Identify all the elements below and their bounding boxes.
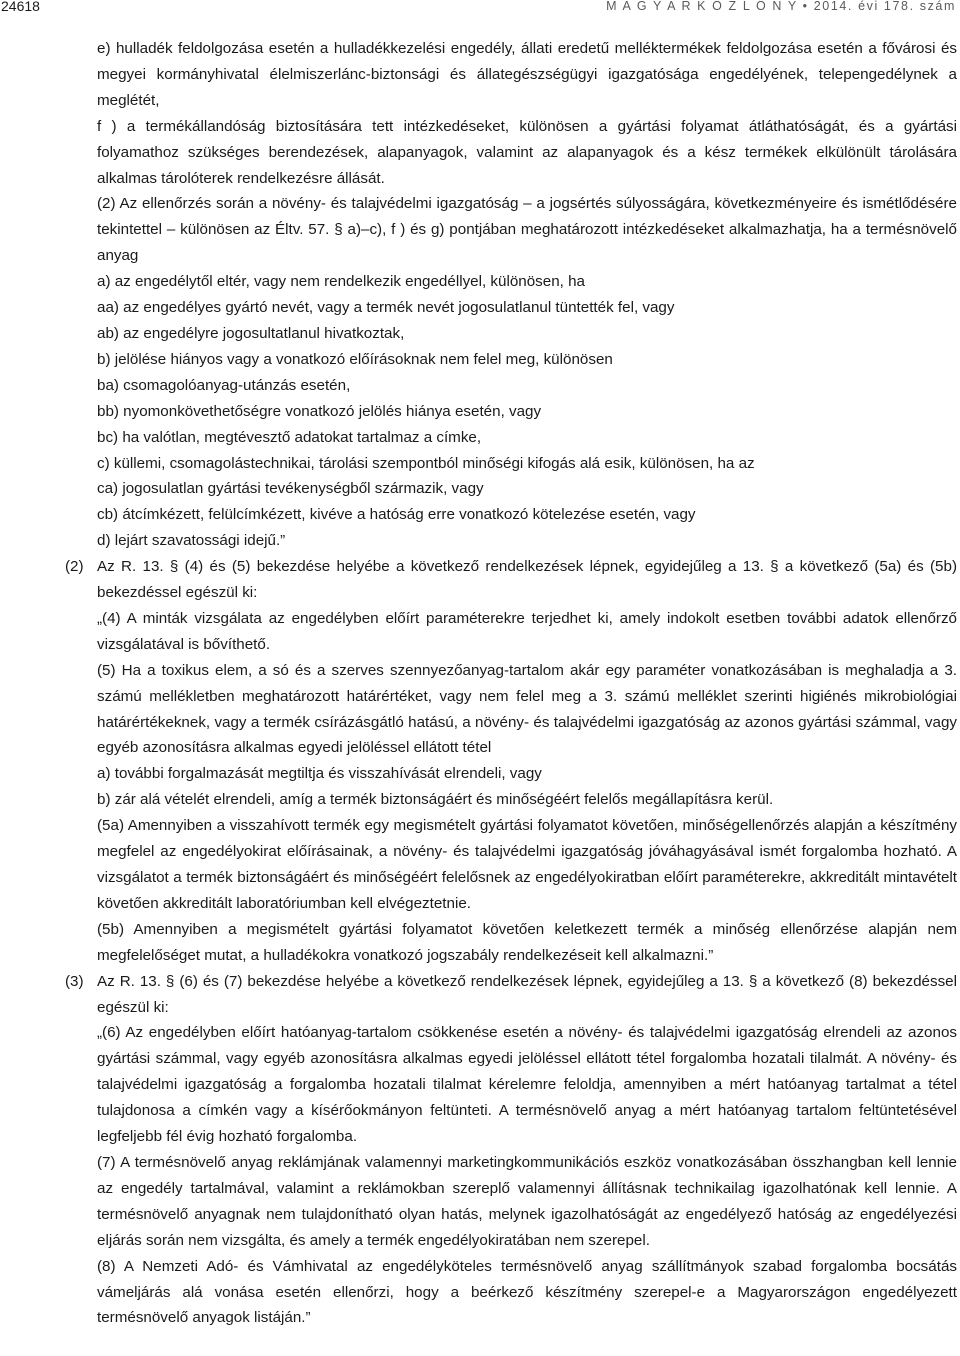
paragraph-text: bb) nyomonkövethetőségre vonatkozó jelölés hiánya esetén, vagy — [97, 402, 542, 420]
paragraph-text: bc) ha valótlan, megtévesztő adatokat tartalmaz a címke, — [97, 428, 482, 446]
paragraph-text: „(4) A minták vizsgálata az engedélyben előírt paraméterekre terjedhet ki, amely indokolt esetben további adatok ellenőrző vizsgálatával is bővíthető. — [97, 609, 957, 653]
paragraph — [97, 321, 957, 347]
paragraph — [97, 191, 957, 269]
paragraph-text: e) hulladék feldolgozása esetén a hulladékkezelési engedély, állati eredetű melléktermékek feldolgozása esetén a fővárosi és megyei kormányhivatal élelmiszerlánc-biztonsági és állategészségügyi igazgatósága engedélyének, telepengedélynek a meglétét, — [97, 40, 957, 109]
paragraph-text: (5b) Amennyiben a megismételt gyártási folyamatot követően keletkezett termék a minőség ellenőrzése alapján nem megfelelőséget mutat, a hulladékokra vonatkozó jogszabály rendelkezéseit kell alkalmazni.” — [97, 920, 957, 964]
paragraph-text: d) lejárt szavatossági idejű.” — [97, 532, 286, 550]
page-header — [0, 0, 960, 22]
paragraph — [97, 761, 957, 787]
paragraph — [97, 606, 957, 658]
paragraph-number: (2) — [65, 558, 84, 576]
paragraph — [97, 425, 957, 451]
paragraph — [97, 502, 957, 528]
paragraph — [97, 269, 957, 295]
paragraph — [97, 917, 957, 969]
paragraph — [97, 295, 957, 321]
paragraph-text: cb) átcímkézett, felülcímkézett, kivéve a hatóság erre vonatkozó kötelezése esetén, vagy — [97, 506, 696, 524]
paragraph-text: (5a) Amennyiben a visszahívott termék egy megismételt gyártási folyamatot követően, minőségellenőrzés alapján a készítmény megfelel az engedélyokirat előírásainak, a növény- és talajvédelmi igazgatóság jóváhagyásával ismét forgalomba hozható. A vizsgálatot a termék biztonságáért és minőségéért felelősnek az engedélyokiratban előírt paraméterekre, akkreditált mintavételt követően akkreditált laboratóriumban kell elvégeztetnie. — [97, 817, 957, 912]
paragraph-number: (3) — [65, 972, 84, 990]
paragraph-text: (5) Ha a toxikus elem, a só és a szerves szennyezőanyag-tartalom akár egy paraméter vonatkozásában is meghaladja a 3. számú mellékletben meghatározott határértéket, vagy nem felel meg a 3. számú melléklet szerinti higiénés mikrobiológiai határértékeknek, vagy a termék csírázásgátló hatású, a növény- és talajvédelmi igazgatóság az azonos gyártási számmal, vagy egyéb azonosításra alkalmas egyedi jelöléssel ellátott tétel — [97, 661, 957, 757]
paragraph — [97, 373, 957, 399]
paragraph — [97, 1150, 957, 1254]
document-body — [65, 36, 957, 1331]
paragraph-text: a) az engedélytől eltér, vagy nem rendelkezik engedéllyel, különösen, ha — [97, 273, 585, 291]
paragraph — [97, 658, 957, 762]
paragraph-text: b) jelölése hiányos vagy a vonatkozó előírásoknak nem felel meg, különösen — [97, 350, 613, 368]
paragraph-text: f ) a termékállandóság biztosítására tett intézkedéseket, különösen a gyártási folyamat átláthatóságát, és a gyártási folyamathoz szükséges berendezések, alapanyagok, valamint az alapanyagok és a kész termékek elkülönült tárolására alkalmas tárolóterek rendelkezésre állását. — [97, 117, 957, 187]
paragraph — [97, 347, 957, 373]
paragraph-text: (8) A Nemzeti Adó- és Vámhivatal az engedélyköteles termésnövelő anyag szállítmányok szabad forgalomba bocsátás vámeljárás alá vonása esetén ellenőrzi, hogy a beérkező készítmény szerepel-e a Magyarországon engedélyezett termésnövelő anyagok listáján.” — [97, 1257, 957, 1327]
paragraph-text: (2) Az ellenőrzés során a növény- és talajvédelmi igazgatóság – a jogsértés súlyosságára, következményeire és ismétlődésére tekintettel – különösen az Éltv. 57. § a)–c), f ) és g) pontjában meghatározott intézkedéseket alkalmazhatja, ha a termésnövelő anyag — [97, 195, 957, 265]
paragraph — [97, 528, 957, 554]
paragraph — [65, 969, 957, 1021]
paragraph — [97, 787, 957, 813]
paragraph — [97, 399, 957, 425]
paragraph-text: c) küllemi, csomagolástechnikai, tárolási szempontból minőségi kifogás alá esik, különösen, ha az — [97, 454, 755, 472]
paragraph-text: b) zár alá vételét elrendeli, amíg a termék biztonságáért és minőségéért felelős megállapításra kerül. — [97, 791, 774, 809]
paragraph-text: ca) jogosulatlan gyártási tevékenységből származik, vagy — [97, 480, 484, 498]
paragraph — [97, 36, 957, 114]
paragraph — [97, 1254, 957, 1332]
paragraph-text: aa) az engedélyes gyártó nevét, vagy a termék nevét jogosulatlanul tüntették fel, vagy — [97, 299, 675, 317]
paragraph-text: „(6) Az engedélyben előírt hatóanyag-tartalom csökkenése esetén a növény- és talajvédelmi igazgatóság elrendeli az azonos gyártási számmal, vagy egyéb azonosításra alkalmas egyedi jelöléssel ellátott tétel forgalomba hozatali tilalmát. A növény- és talajvédelmi igazgatóság a forgalomba hozatali tilalmat kérelemre feloldja, amennyiben a mért hatóanyag tartalmat a tétel tulajdonosa a címkén vagy a kísérőokmányon feltünteti. A termésnövelő anyag a mért hatóanyag tartalom feltüntetésével legfeljebb fél évig hozható forgalomba. — [97, 1024, 957, 1146]
page-number: 24618 — [1, 0, 40, 14]
paragraph — [97, 451, 957, 477]
paragraph-text: ab) az engedélyre jogosultatlanul hivatkoztak, — [97, 324, 405, 342]
paragraph-text: (7) A termésnövelő anyag reklámjának valamennyi marketingkommunikációs eszköz vonatkozásában összhangban kell lennie az engedély tartalmával, valamint a reklámokban szereplő valamennyi állításnak technikailag igazolhatónak kell lennie. A termésnövelő anyagnak nem tulajdonítható olyan hatás, melynek igazolhatóságát az engedélyező hatóság az engedélyezési eljárás során nem vizsgálta, és amely a termék engedélyokiratában nem szerepel. — [97, 1153, 957, 1249]
paragraph — [97, 1020, 957, 1150]
paragraph-text: ba) csomagolóanyag-utánzás esetén, — [97, 376, 351, 394]
paragraph — [65, 554, 957, 606]
paragraph — [97, 476, 957, 502]
paragraph — [97, 114, 957, 192]
paragraph-text: Az R. 13. § (6) és (7) bekezdése helyébe a következő rendelkezések lépnek, egyidejűleg a 13. § a következő (8) bekezdéssel egészül ki: — [97, 972, 957, 1016]
paragraph-text: Az R. 13. § (4) és (5) bekezdése helyébe a következő rendelkezések lépnek, egyidejűleg a 13. § a következő (5a) és (5b) bekezdéssel egészül ki: — [97, 558, 957, 602]
paragraph-text: a) további forgalmazását megtiltja és visszahívását elrendeli, vagy — [97, 765, 542, 783]
paragraph — [97, 813, 957, 917]
journal-issue-info: M A G Y A R K Ö Z L Ö N Y • 2014. évi 178. szám — [606, 0, 956, 13]
